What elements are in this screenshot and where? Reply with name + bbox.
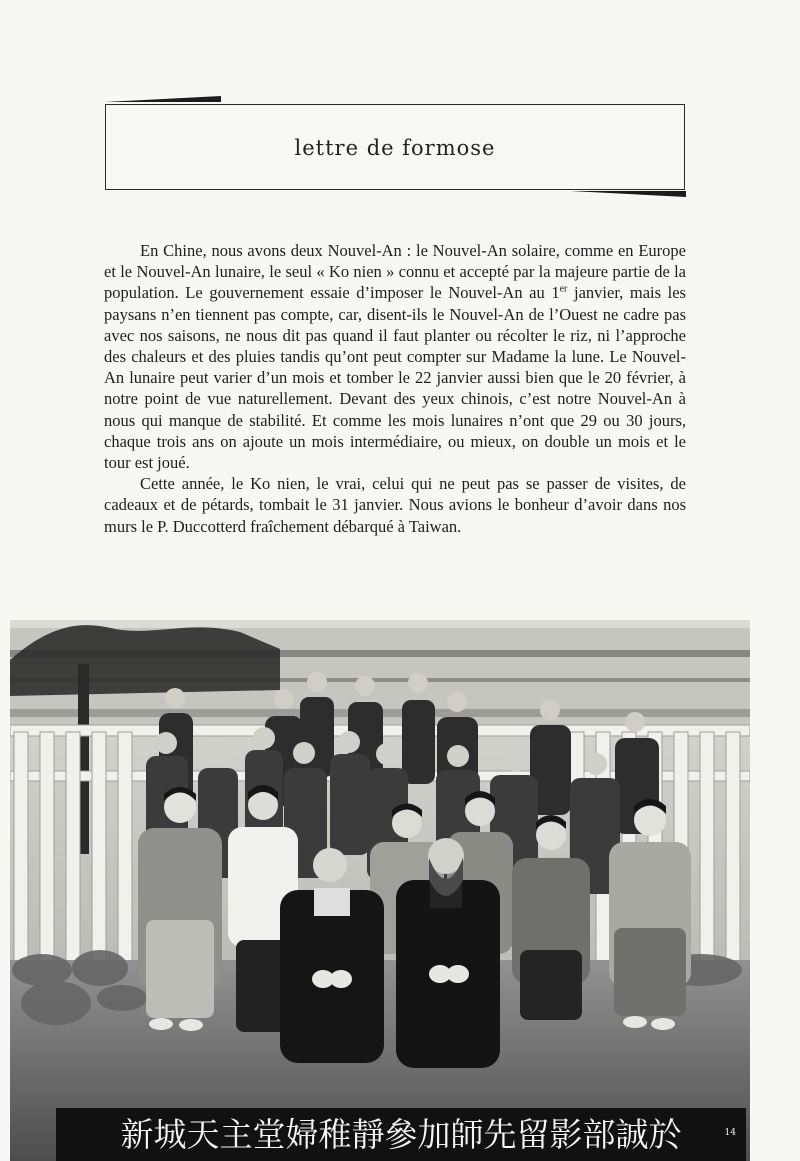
page-title: lettre de formose <box>294 136 496 160</box>
paragraph-2: Cette année, le Ko nien, le vrai, celui qui ne peut pas se passer de visites, de cadeaux et de pétards, tombait le 31 janvier. Nous avions le bonheur d’avoir dans nos murs le P. Duccotterd fraîchement débarqué à Taiwan. <box>104 474 686 536</box>
paragraph-1-text-start: En Chine, nous avons deux Nouvel-An : le Nouvel-An solaire, comme en Europe et le Nouvel-An lunaire, le seul « Ko nien » connu et accepté par la majeure partie de la population. Le gouvernement essaie d’imposer le Nouvel-An au 1 <box>104 241 686 303</box>
article-text <box>104 240 686 537</box>
caption-text: 新城天主堂婦稚靜參加師先留影部誠於 <box>120 1115 682 1154</box>
title-decoration-bottom <box>570 191 686 197</box>
paragraph-1 <box>104 240 686 473</box>
group-photo <box>10 620 750 1161</box>
paragraph-1-text-end: janvier, mais les paysans n’en tiennent pas compte, car, disent-ils le Nouvel-An de l’Ouest ne cadre pas avec nos saisons, ne nous dit pas quand il faut planter ou récolter le riz, ni l’approche des chaleurs et des pluies tandis qu’ont peut compter sur Madame la lune. Le Nouvel-An lunaire peut varier d’un mois et tomber le 22 janvier aussi bien que le 20 février, à notre point de vue naturellement. Devant des yeux chinois, c’est notre Nouvel-An à nous qui manque de stabilité. Et comme les mois lunaires n’ont que 29 ou 30 jours, chaque trois ans on ajoute un mois intermédiaire, ou mieux, on double un mois et le tour est joué. <box>104 283 686 473</box>
ordinal-superscript: er <box>559 283 568 295</box>
photo-mark: 14 <box>724 1128 736 1138</box>
group-photo-image <box>10 620 750 1161</box>
tree-foliage <box>10 625 280 696</box>
title-decoration-top <box>105 96 221 102</box>
title-frame <box>105 104 685 190</box>
photo-caption <box>56 1108 746 1161</box>
